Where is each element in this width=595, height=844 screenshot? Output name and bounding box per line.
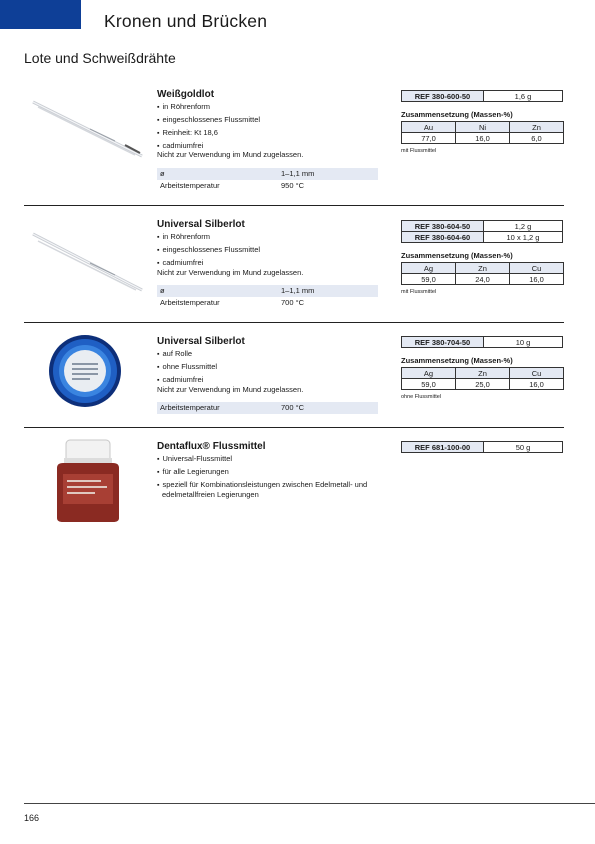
spec-key: ø bbox=[160, 286, 165, 295]
page-title: Kronen und Brücken bbox=[104, 11, 268, 31]
ref-table bbox=[401, 441, 563, 453]
ref-number: REF 380-604-50 bbox=[402, 221, 484, 232]
composition-header: Ag bbox=[402, 263, 456, 274]
solder-roll-image bbox=[47, 333, 123, 409]
feature-item: ▪ ohne Flussmittel bbox=[157, 361, 217, 374]
composition-value: 16,0 bbox=[510, 379, 564, 390]
composition-header: Cu bbox=[510, 368, 564, 379]
composition-value: 16,0 bbox=[510, 274, 564, 285]
feature-item: ▪ cadmiumfrei bbox=[157, 257, 260, 270]
composition-header: Ni bbox=[456, 122, 510, 133]
composition-note: ohne Flussmittel bbox=[401, 394, 442, 400]
feature-item: ▪ cadmiumfrei bbox=[157, 374, 217, 387]
composition-title: Zusammensetzung (Massen-%) bbox=[401, 110, 513, 119]
feature-item: ▪ Reinheit: Kt 18,6 bbox=[157, 127, 260, 140]
spec-row bbox=[157, 297, 378, 309]
product-name: Universal Silberlot bbox=[157, 219, 245, 230]
ref-quantity: 10 g bbox=[484, 337, 563, 348]
ref-row bbox=[402, 442, 563, 453]
feature-list bbox=[157, 348, 217, 387]
ref-row bbox=[402, 337, 563, 348]
composition-title: Zusammensetzung (Massen-%) bbox=[401, 251, 513, 260]
ref-table bbox=[401, 336, 563, 348]
composition-value: 6,0 bbox=[510, 133, 564, 144]
usage-note: Nicht zur Verwendung im Mund zugelassen. bbox=[157, 268, 304, 277]
feature-list bbox=[157, 101, 260, 153]
ref-quantity: 1,2 g bbox=[484, 221, 563, 232]
ref-row bbox=[402, 221, 563, 232]
composition-value: 24,0 bbox=[456, 274, 510, 285]
product-divider bbox=[24, 205, 564, 206]
spec-row bbox=[157, 402, 378, 414]
product-divider bbox=[24, 427, 564, 428]
spec-table bbox=[157, 285, 378, 309]
composition-value: 59,0 bbox=[402, 274, 456, 285]
wire-tube-image bbox=[30, 96, 145, 166]
spec-key: Arbeitstemperatur bbox=[160, 403, 220, 412]
page-number: 166 bbox=[24, 813, 40, 823]
spec-key: Arbeitstemperatur bbox=[160, 181, 220, 190]
ref-quantity: 10 x 1,2 g bbox=[484, 232, 563, 243]
spec-row bbox=[157, 168, 378, 180]
ref-quantity: 50 g bbox=[484, 442, 563, 453]
spec-key: ø bbox=[160, 169, 165, 178]
feature-item: ▪ eingeschlossenes Flussmittel bbox=[157, 114, 260, 127]
footer-divider bbox=[24, 803, 595, 804]
composition-header: Au bbox=[402, 122, 456, 133]
feature-list bbox=[157, 453, 367, 492]
spec-row bbox=[157, 180, 378, 192]
product-name: Weißgoldlot bbox=[157, 89, 215, 100]
flux-bottle-image bbox=[53, 438, 123, 524]
ref-quantity: 1,6 g bbox=[484, 91, 563, 102]
ref-number: REF 380-604-60 bbox=[402, 232, 484, 243]
feature-item: ▪ cadmiumfrei bbox=[157, 140, 260, 153]
feature-list bbox=[157, 231, 260, 270]
spec-key: Arbeitstemperatur bbox=[160, 298, 220, 307]
composition-table bbox=[401, 121, 564, 144]
composition-header: Zn bbox=[456, 368, 510, 379]
feature-item: ▪ auf Rolle bbox=[157, 348, 217, 361]
composition-header: Zn bbox=[456, 263, 510, 274]
header-color-block bbox=[0, 0, 81, 29]
spec-row bbox=[157, 285, 378, 297]
wire-tube-image bbox=[30, 228, 145, 298]
ref-row bbox=[402, 232, 563, 243]
section-title: Lote und Schweißdrähte bbox=[24, 50, 176, 66]
composition-value: 59,0 bbox=[402, 379, 456, 390]
composition-header: Ag bbox=[402, 368, 456, 379]
spec-table bbox=[157, 168, 378, 192]
feature-item: ▪ speziell für Kombinationsleistungen zwischen Edelmetall- und bbox=[157, 479, 367, 492]
ref-table bbox=[401, 220, 563, 243]
composition-table bbox=[401, 367, 564, 390]
ref-number: REF 380-704-50 bbox=[402, 337, 484, 348]
composition-header: Cu bbox=[510, 263, 564, 274]
spec-value: 700 °C bbox=[281, 298, 305, 307]
spec-value: 1–1,1 mm bbox=[281, 286, 315, 295]
composition-table bbox=[401, 262, 564, 285]
ref-number: REF 681-100-00 bbox=[402, 442, 484, 453]
usage-note: Nicht zur Verwendung im Mund zugelassen. bbox=[157, 150, 304, 159]
usage-note: Nicht zur Verwendung im Mund zugelassen. bbox=[157, 385, 304, 394]
product-name: Dentaflux® Flussmittel bbox=[157, 441, 266, 452]
product-name: Universal Silberlot bbox=[157, 336, 245, 347]
spec-value: 1–1,1 mm bbox=[281, 169, 315, 178]
composition-value: 16,0 bbox=[456, 133, 510, 144]
ref-number: REF 380-600-50 bbox=[402, 91, 484, 102]
feature-item: ▪ für alle Legierungen bbox=[157, 466, 367, 479]
composition-header: Zn bbox=[510, 122, 564, 133]
ref-table bbox=[401, 90, 563, 102]
product-divider bbox=[24, 322, 564, 323]
composition-note: mit Flussmittel bbox=[401, 289, 437, 295]
feature-item: ▪ in Röhrenform bbox=[157, 231, 260, 244]
feature-item-continuation: edelmetallfreien Legierungen bbox=[162, 490, 259, 499]
spec-table bbox=[157, 402, 378, 414]
spec-value: 700 °C bbox=[281, 403, 305, 412]
composition-title: Zusammensetzung (Massen-%) bbox=[401, 356, 513, 365]
spec-value: 950 °C bbox=[281, 181, 305, 190]
composition-note: mit Flussmittel bbox=[401, 148, 437, 154]
feature-item: ▪ Universal-Flussmittel bbox=[157, 453, 367, 466]
ref-row bbox=[402, 91, 563, 102]
composition-value: 77,0 bbox=[402, 133, 456, 144]
feature-item: ▪ in Röhrenform bbox=[157, 101, 260, 114]
feature-item: ▪ eingeschlossenes Flussmittel bbox=[157, 244, 260, 257]
composition-value: 25,0 bbox=[456, 379, 510, 390]
